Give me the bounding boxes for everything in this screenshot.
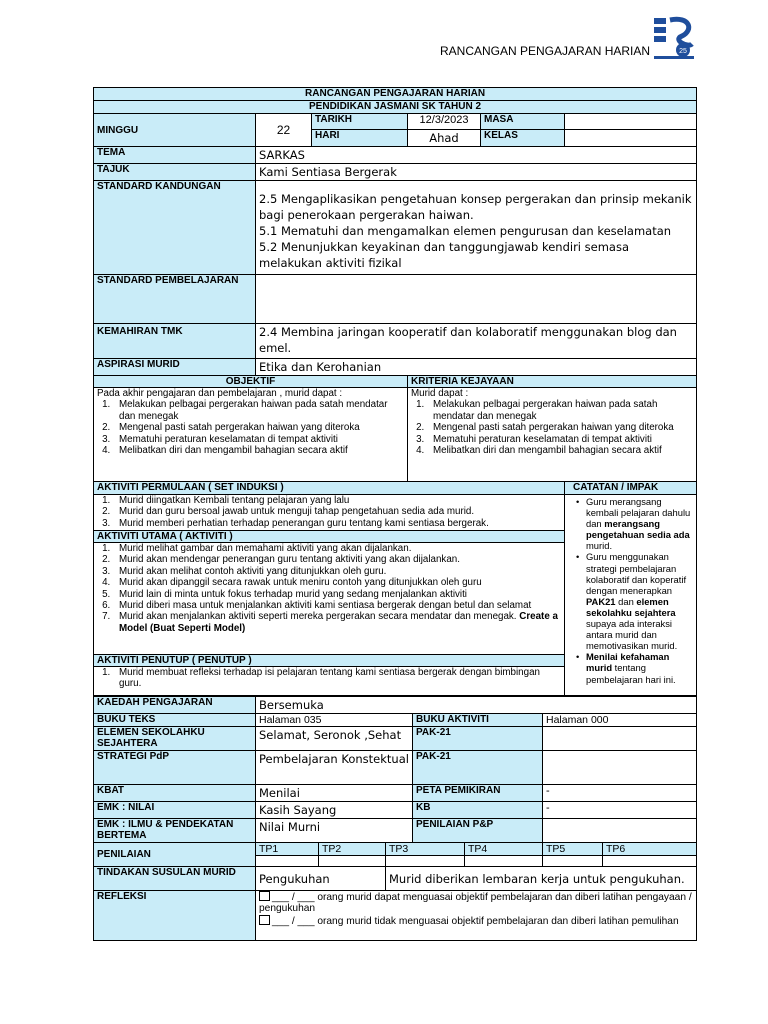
- pak21-value-2: [543, 751, 697, 785]
- kriteria-list: [411, 399, 693, 456]
- hari-value: Ahad: [408, 130, 481, 147]
- emk-nilai-label: EMK : NILAI: [94, 802, 256, 819]
- list-item: 4. Melibatkan diri dan mengambil bahagian secara aktif: [427, 445, 693, 456]
- kriteria-label: KRITERIA KEJAYAAN: [408, 376, 697, 388]
- tp6-value: [603, 856, 697, 867]
- tp5-label: TP5: [543, 843, 603, 856]
- refleksi-line: ___ / ___ orang murid dapat menguasai objektif pembelajaran dan diberi latihan pengayaan / pengukuhan: [259, 892, 692, 915]
- list-item: 1. Murid diingatkan Kembali tentang pelajaran yang lalu: [113, 495, 561, 506]
- list-item: 3. Mematuhi peraturan keselamatan di tempat aktiviti: [113, 434, 404, 445]
- kaedah-label: KAEDAH PENGAJARAN: [94, 697, 256, 714]
- sp-value: [256, 275, 697, 324]
- doc-subtitle: PENDIDIKAN JASMANI SK TAHUN 2: [94, 101, 697, 114]
- list-item: 6. Murid diberi masa untuk menjalankan aktiviti kami sentiasa bergerak dengan betul dan selamat: [113, 600, 561, 611]
- pak21-label-1: PAK-21: [413, 727, 543, 751]
- list-item: 1. Murid membuat refleksi terhadap isi pelajaran tentang kami sentiasa bergerak dengan bimbingan guru.: [113, 667, 561, 690]
- kbat-value: Menilai: [256, 785, 413, 802]
- kriteria-content: [408, 388, 697, 482]
- peta-value: -: [543, 785, 697, 802]
- doc-title: RANCANGAN PENGAJARAN HARIAN: [94, 88, 697, 101]
- catatan-label: CATATAN / IMPAK: [565, 482, 697, 495]
- tarikh-value: 12/3/2023: [408, 114, 481, 130]
- sk-line: 2.5 Mengaplikasikan pengetahuan konsep pergerakan dan prinsip mekanik bagi penerokaan pergerakan haiwan.: [259, 192, 692, 222]
- pak21-label-2: PAK-21: [413, 751, 543, 785]
- elemen-label: ELEMEN SEKOLAHKU SEJAHTERA: [94, 727, 256, 751]
- kb-value: -: [543, 802, 697, 819]
- list-item: 1. Murid melihat gambar dan memahami aktiviti yang akan dijalankan.: [113, 543, 561, 554]
- emk-ilmu-value: Nilai Murni: [256, 819, 413, 843]
- objektif-intro: Pada akhir pengajaran dan pembelajaran , murid dapat :: [97, 388, 343, 399]
- kriteria-intro: Murid dapat :: [411, 388, 469, 399]
- sp-label: STANDARD PEMBELAJARAN: [94, 275, 256, 324]
- kbat-label: KBAT: [94, 785, 256, 802]
- list-item: 1. Melakukan pelbagai pergerakan haiwan pada satah mendatar dan menegak: [427, 399, 693, 422]
- emk-ilmu-label: EMK : ILMU & PENDEKATAN BERTEMA: [94, 819, 256, 843]
- lesson-details-table: [93, 696, 697, 941]
- school-crest-icon: [652, 14, 696, 62]
- header-title: RANCANGAN PENGAJARAN HARIAN: [440, 44, 651, 58]
- tp1-label: TP1: [256, 843, 319, 856]
- list-item: 1. Melakukan pelbagai pergerakan haiwan pada satah mendatar dan menegak: [113, 399, 404, 422]
- peta-label: PETA PEMIKIRAN: [413, 785, 543, 802]
- kaedah-value: Bersemuka: [256, 697, 697, 714]
- emk-nilai-value: Kasih Sayang: [256, 802, 413, 819]
- sk-line: 5.1 Mematuhi dan mengamalkan elemen pengurusan dan keselamatan: [259, 224, 672, 238]
- penilaian-pp-value: [543, 819, 697, 843]
- kelas-label: KELAS: [481, 130, 565, 147]
- sk-line: 5.2 Menunjukkan keyakinan dan tanggungjawab kendiri semasa melakukan aktiviti fizikal: [259, 240, 630, 270]
- aspirasi-value: Etika dan Kerohanian: [256, 359, 697, 376]
- buku-aktiviti-value: Halaman 000: [543, 714, 697, 727]
- list-item: • Guru merangsang kembali pelajaran dahulu dan merangsang pengetahuan sedia ada murid.: [578, 496, 693, 551]
- hari-label: HARI: [312, 130, 408, 147]
- tmk-label: KEMAHIRAN TMK: [94, 324, 256, 359]
- sk-value: [256, 181, 697, 275]
- strategi-value: Pembelajaran Konstektual: [256, 751, 413, 785]
- tindakan-label: TINDAKAN SUSULAN MURID: [94, 867, 256, 891]
- list-item: 3. Murid memberi perhatian terhadap penerangan guru tentang kami sentiasa bergerak.: [113, 518, 561, 529]
- checkbox-icon[interactable]: [259, 915, 270, 925]
- tema-value: SARKAS: [256, 147, 697, 164]
- list-item: 2. Murid dan guru bersoal jawab untuk menguji tahap pengetahuan sedia ada murid.: [113, 506, 561, 517]
- permulaan-list: [97, 495, 561, 529]
- svg-text:25: 25: [679, 48, 687, 55]
- penutup-list: [97, 667, 561, 690]
- list-item: 2. Mengenal pasti satah pergerakan haiwan yang diteroka: [427, 422, 693, 433]
- tp1-value: [256, 856, 319, 867]
- utama-content: [94, 543, 565, 655]
- list-item: 4. Melibatkan diri dan mengambil bahagian secara aktif: [113, 445, 404, 456]
- objektif-list: [97, 399, 404, 456]
- aspirasi-label: ASPIRASI MURID: [94, 359, 256, 376]
- list-item: 5. Murid lain di minta untuk fokus terhadap murid yang sedang menjalankan aktiviti: [113, 589, 561, 600]
- tindakan-value-2: Murid diberikan lembaran kerja untuk pengukuhan.: [386, 867, 697, 891]
- buku-teks-label: BUKU TEKS: [94, 714, 256, 727]
- objektif-content: [94, 388, 408, 482]
- tindakan-value-1: Pengukuhan: [256, 867, 386, 891]
- tp2-value: [319, 856, 386, 867]
- lesson-plan-table: [93, 87, 697, 696]
- catatan-list: [568, 496, 693, 685]
- tmk-value: 2.4 Membina jaringan kooperatif dan kolaboratif menggunakan blog dan emel.: [256, 324, 697, 359]
- tajuk-value: Kami Sentiasa Bergerak: [256, 164, 697, 181]
- strategi-label: STRATEGI PdP: [94, 751, 256, 785]
- list-item: 2. Murid akan mendengar penerangan guru tentang aktiviti yang akan dijalankan.: [113, 554, 561, 565]
- checkbox-icon[interactable]: [259, 891, 270, 901]
- masa-value: [565, 114, 697, 130]
- penilaian-label: PENILAIAN: [94, 843, 256, 867]
- refleksi-label: REFLEKSI: [94, 891, 256, 941]
- kelas-value: [565, 130, 697, 147]
- utama-list: [97, 543, 561, 634]
- tp4-value: [465, 856, 543, 867]
- elemen-value: Selamat, Seronok ,Sehat: [256, 727, 413, 751]
- minggu-value: 22: [256, 114, 312, 147]
- list-item: 7. Murid akan menjalankan aktiviti seperti mereka pergerakan secara mendatar dan menegak. Create a Model (Buat Seperti Model): [113, 611, 561, 634]
- refleksi-line: ___ / ___ orang murid tidak menguasai objektif pembelajaran dan diberi latihan pemulihan: [259, 915, 693, 927]
- minggu-label: MINGGU: [94, 114, 256, 147]
- penilaian-pp-label: PENILAIAN P&P: [413, 819, 543, 843]
- list-item: • Guru menggunakan strategi pembelajaran kolaboratif dan koperatif dengan menerapkan PAK21 dan elemen sekolahku sejahtera supaya ada interaksi antara murid dan memotivasikan murid.: [578, 551, 693, 651]
- masa-label: MASA: [481, 114, 565, 130]
- tp3-value: [386, 856, 465, 867]
- tp2-label: TP2: [319, 843, 386, 856]
- list-item: 4. Murid akan dipanggil secara rawak untuk meniru contoh yang ditunjukkan oleh guru: [113, 577, 561, 588]
- tarikh-label: TARIKH: [312, 114, 408, 130]
- buku-aktiviti-label: BUKU AKTIVITI: [413, 714, 543, 727]
- list-item: 3. Mematuhi peraturan keselamatan di tempat aktiviti: [427, 434, 693, 445]
- tp3-label: TP3: [386, 843, 465, 856]
- kb-label: KB: [413, 802, 543, 819]
- catatan-content: [565, 495, 697, 696]
- tp6-label: TP6: [603, 843, 697, 856]
- permulaan-label: AKTIVITI PERMULAAN ( SET INDUKSI ): [94, 482, 565, 495]
- tp5-value: [543, 856, 603, 867]
- list-item: • Menilai kefahaman murid tentang pembelajaran hari ini.: [578, 651, 693, 684]
- permulaan-content: [94, 495, 565, 531]
- refleksi-content: [256, 891, 697, 941]
- list-item: 2. Mengenal pasti satah pergerakan haiwan yang diteroka: [113, 422, 404, 433]
- list-item: 3. Murid akan melihat contoh aktiviti yang ditunjukkan oleh guru.: [113, 566, 561, 577]
- buku-teks-value: Halaman 035: [256, 714, 413, 727]
- utama-label: AKTIVITI UTAMA ( AKTIVITI ): [94, 531, 565, 543]
- pak21-value-1: [543, 727, 697, 751]
- tp4-label: TP4: [465, 843, 543, 856]
- penutup-label: AKTIVITI PENUTUP ( PENUTUP ): [94, 655, 565, 667]
- objektif-label: OBJEKTIF: [94, 376, 408, 388]
- tajuk-label: TAJUK: [94, 164, 256, 181]
- tema-label: TEMA: [94, 147, 256, 164]
- penutup-content: [94, 667, 565, 696]
- utama-bold-text: Create a Model (Buat Seperti Model): [119, 611, 558, 634]
- sk-label: STANDARD KANDUNGAN: [94, 181, 256, 275]
